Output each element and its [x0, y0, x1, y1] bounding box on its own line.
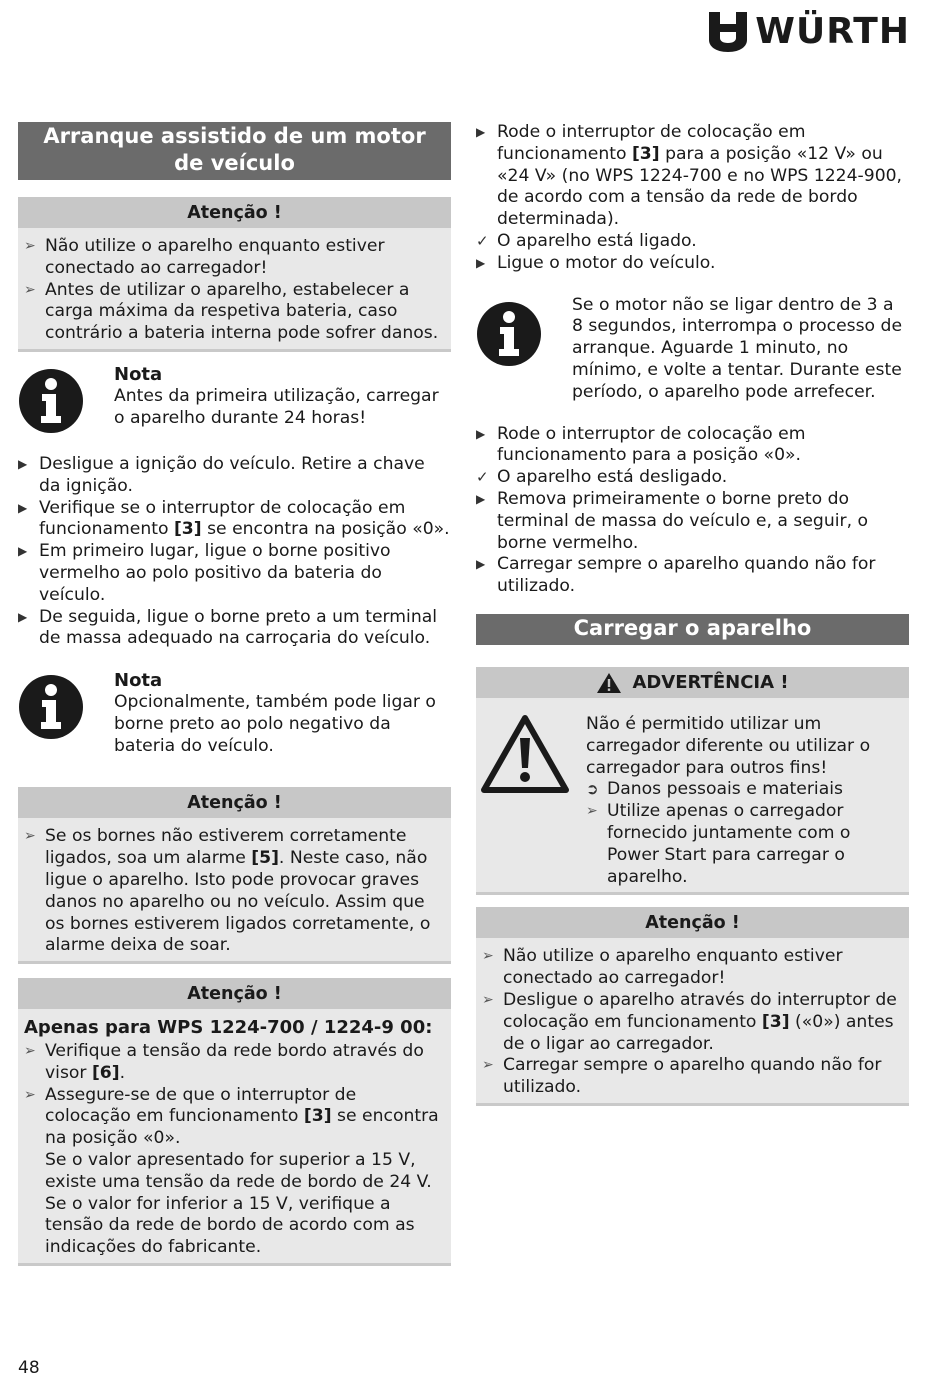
- list-item: ✓ O aparelho está ligado.: [476, 230, 697, 251]
- list-item: ➢ Desligue o aparelho através do interruptor de colocação em funcionamento [3] («0») antes de o ligar ao carregador.: [482, 989, 897, 1054]
- list-item: ▶ Em primeiro lugar, ligue o borne positivo vermelho ao polo positivo da bateria do veículo.: [18, 541, 391, 605]
- page-number: 48: [18, 1358, 40, 1378]
- list-item: ➢ Não utilize o aparelho enquanto estiver conectado ao carregador!: [482, 946, 843, 989]
- section-title-charging: Carregar o aparelho: [476, 614, 909, 645]
- list-item: ➢ Verifique a tensão da rede bordo através do visor [6].: [24, 1040, 424, 1083]
- arrow-consequence-icon: ➲: [586, 780, 599, 799]
- list-item: ▶ Verifique se o interruptor de colocação em funcionamento [3] se encontra na posição «0».: [18, 497, 450, 540]
- note-title: Nota: [114, 670, 163, 692]
- triangle-right-icon: ▶: [18, 609, 28, 624]
- attention-box: [18, 197, 451, 352]
- triangle-right-icon: ▶: [18, 500, 28, 515]
- note-text: Opcionalmente, também pode ligar o borne preto ao polo negativo da bateria do veículo.: [114, 691, 436, 756]
- triangle-right-icon: ▶: [476, 426, 486, 441]
- checkmark-icon: ✓: [476, 231, 489, 250]
- wurth-logo: [709, 12, 910, 52]
- list-item: ▶ Remova primeiramente o borne preto do terminal de massa do veículo e, a seguir, o borne vermelho.: [476, 488, 869, 553]
- list-item: ✓ O aparelho está desligado.: [476, 467, 728, 488]
- warning-box: [476, 667, 909, 895]
- warning-text: Não é permitido utilizar um carregador diferente ou utilizar o carregador para outros fins!: [586, 713, 871, 778]
- note-block: [476, 295, 909, 404]
- steps-list: [476, 424, 909, 598]
- list-item: ▶ Desligue a ignição do veículo. Retire a chave da ignição.: [18, 453, 425, 496]
- info-icon: [18, 368, 84, 434]
- list-item: ➢ Carregar sempre o aparelho quando não for utilizado.: [482, 1055, 882, 1098]
- chevron-right-icon: ➢: [586, 803, 598, 820]
- steps-list: [476, 122, 909, 275]
- section-title-jump-start: Arranque assistido de um motor de veículo: [18, 122, 451, 180]
- attention-heading: Atenção !: [18, 978, 451, 1009]
- attention-box: [476, 907, 909, 1106]
- list-item: ➢ Utilize apenas o carregador fornecido juntamente com o Power Start para carregar o aparelho.: [586, 801, 851, 887]
- note-block: [18, 670, 451, 757]
- list-item: ▶ De seguida, ligue o borne preto a um terminal de massa adequado na carroçaria do veículo.: [18, 606, 438, 649]
- chevron-right-icon: ➢: [482, 991, 494, 1008]
- steps-list: [18, 454, 451, 650]
- note-text: Antes da primeira utilização, carregar o aparelho durante 24 horas!: [114, 385, 439, 428]
- list-item: ➲ Danos pessoais e materiais: [586, 779, 843, 800]
- triangle-right-icon: ▶: [18, 456, 28, 471]
- checkmark-icon: ✓: [476, 468, 489, 487]
- wurth-emblem-icon: [709, 12, 747, 52]
- chevron-right-icon: ➢: [24, 281, 36, 298]
- list-item: ➢ Se os bornes não estiverem corretamente ligados, soa um alarme [5]. Neste caso, não ligue o aparelho. Isto pode provocar graves danos no aparelho ou no veículo. Assim que os bornes estiverem ligados corretamente, o alarme deixa de soar.: [24, 826, 431, 956]
- triangle-right-icon: ▶: [476, 255, 486, 270]
- chevron-right-icon: ➢: [482, 1057, 494, 1074]
- info-icon: [476, 301, 542, 367]
- triangle-right-icon: ▶: [18, 544, 28, 559]
- list-item: ▶ Rode o interruptor de colocação em funcionamento para a posição «0».: [476, 423, 806, 466]
- triangle-right-icon: ▶: [476, 491, 486, 506]
- list-item: ➢ Antes de utilizar o aparelho, estabelecer a carga máxima da respetiva bateria, caso contrário a bateria interna pode sofrer danos.: [24, 279, 439, 344]
- left-column: [18, 122, 451, 1266]
- warning-heading: ADVERTÊNCIA !: [476, 667, 909, 698]
- brand-name: WÜRTH: [755, 11, 910, 53]
- attention-heading: Atenção !: [476, 907, 909, 938]
- right-column: [476, 122, 909, 1106]
- note-title: Nota: [114, 363, 163, 385]
- list-item: ➢ Assegure-se de que o interruptor de colocação em funcionamento [3] se encontra na posição «0». Se o valor apresentado for superior a 15 V, existe uma tensão da rede de bordo de 24 V. Se o valor for inferior a 15 V, verifique a tensão da rede de bordo de acordo com as indicações do fabricante.: [24, 1084, 439, 1258]
- warning-triangle-icon: [596, 672, 622, 694]
- model-subtitle: Apenas para WPS 1224-700 / 1224-9 00:: [24, 1017, 433, 1039]
- attention-box: [18, 978, 451, 1266]
- list-item: ▶ Carregar sempre o aparelho quando não for utilizado.: [476, 554, 876, 597]
- list-item: ▶ Ligue o motor do veículo.: [476, 252, 716, 273]
- note-block: [18, 364, 451, 434]
- list-item: ➢ Não utilize o aparelho enquanto estiver conectado ao carregador!: [24, 236, 385, 278]
- note-text: Se o motor não se ligar dentro de 3 a 8 segundos, interrompa o processo de arranque. Aguarde 1 minuto, no mínimo, e volte a tentar. Durante este período, o aparelho pode arrefecer.: [572, 294, 903, 402]
- chevron-right-icon: ➢: [24, 238, 36, 254]
- warning-triangle-icon: [480, 714, 570, 794]
- chevron-right-icon: ➢: [24, 1042, 36, 1059]
- info-icon: [18, 674, 84, 740]
- attention-heading: Atenção !: [18, 197, 451, 228]
- attention-box: [18, 787, 451, 964]
- attention-heading: Atenção !: [18, 787, 451, 818]
- list-item: ▶ Rode o interruptor de colocação em funcionamento [3] para a posição «12 V» ou «24 V» (no WPS 1224-700 e no WPS 1224-900, de acordo com a tensão da rede de bordo determinada).: [476, 122, 903, 230]
- triangle-right-icon: ▶: [476, 125, 486, 139]
- chevron-right-icon: ➢: [24, 828, 36, 845]
- chevron-right-icon: ➢: [24, 1086, 36, 1103]
- chevron-right-icon: ➢: [482, 948, 494, 965]
- triangle-right-icon: ▶: [476, 557, 486, 572]
